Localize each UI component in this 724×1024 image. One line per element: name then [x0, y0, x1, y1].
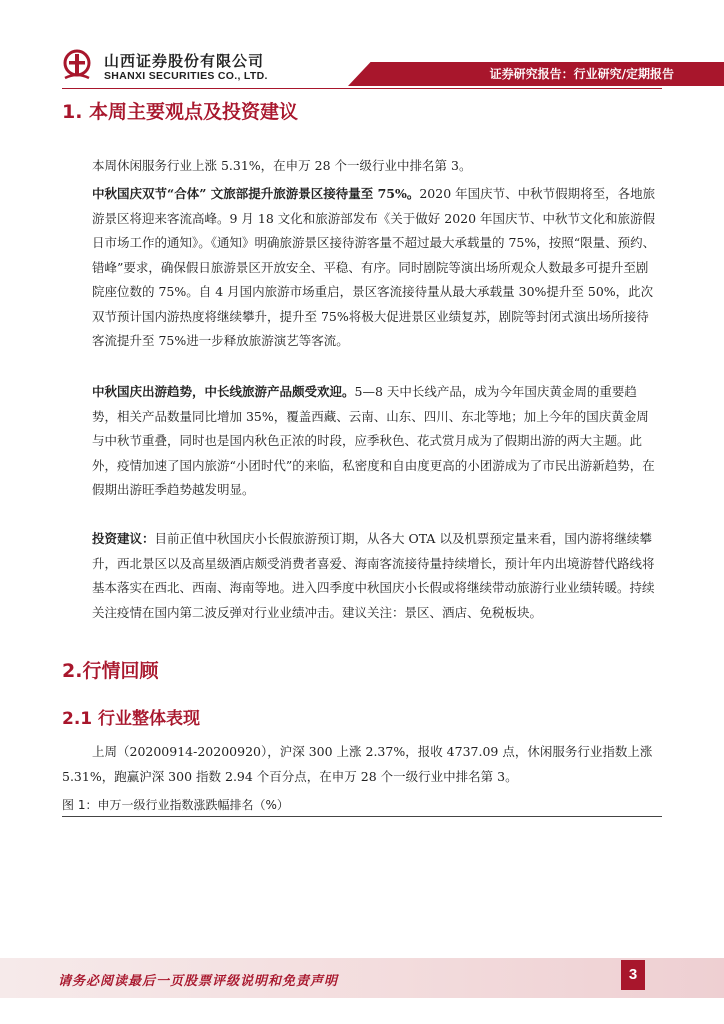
header-divider [62, 88, 662, 89]
footer-disclaimer: 请务必阅读最后一页股票评级说明和免责声明 [58, 974, 339, 989]
paragraph-holiday [92, 182, 660, 354]
paragraph-lead: 中秋国庆双节“合体” 文旅部提升旅游景区接待量至 75%。 [92, 186, 420, 201]
section-title: 2.行情回顾 [62, 660, 159, 682]
paragraph-summary [92, 154, 660, 179]
section-title: 1. 本周主要观点及投资建议 [62, 101, 299, 123]
paragraph-text: 2020 年国庆节、中秋节假期将至，各地旅游景区将迎来客流高峰。9 月 18 文化和旅游部发布《关于做好 2020 年国庆节、中秋节文化和旅游假日市场工作的通知》。《通知》明确旅游景区接待游客量不超过最大承载量的 75%，按照“限量、预约、错峰”要求，确保假日旅游景区开放安全、平稳、有序。同时剧院等演出场所观众人数最多可提升至剧院座位数的 75%。自 4 月国内旅游市场重启，景区客流接待量从最大承载量 30%提升至 50%，此次双节预计国内游热度将继续攀升，提升至 75%将极大促进景区业绩复苏，剧院等封闭式演出场所接待客流提升至 75%进一步释放旅游演艺等客流。 [92, 186, 656, 348]
paragraph-text: 目前正值中秋国庆小长假旅游预订期，从各大 OTA 以及机票预定量来看，国内游将继续攀升，西北景区以及高星级酒店颇受消费者喜爱、海南客流接待量持续增长，预计年内出境游替代路线将基本落实在西北、西南、海南等地。进入四季度中秋国庆小长假或将继续带动旅游行业业绩转暖。持续关注疫情在国内第二波反弹对行业业绩冲击。建议关注：景区、酒店、免税板块。 [92, 531, 655, 620]
paragraph-lead: 中秋国庆出游趋势，中长线旅游产品颇受欢迎。 [92, 384, 355, 399]
paragraph-text: 本周休闲服务行业上涨 5.31%，在申万 28 个一级行业中排名第 3。 [92, 158, 472, 173]
paragraph-travel-trend [92, 380, 660, 503]
paragraph-lead: 投资建议： [92, 531, 155, 546]
figure-caption: 图 1：申万一级行业指数涨跌幅排名（%） [62, 798, 289, 812]
figure-divider [62, 816, 662, 817]
paragraph-investment-advice [92, 527, 660, 625]
paragraph-text: 上周（20200914-20200920），沪深 300 上涨 2.37%，报收 4737.09 点，休闲服务行业指数上涨 5.31%，跑赢沪深 300 指数 2.94 个百分点，在申万 28 个一级行业中排名第 3。 [62, 744, 653, 784]
paragraph-text: 5—8 天中长线产品，成为今年国庆黄金周的重要趋势，相关产品数量同比增加 35%，覆盖西藏、云南、山东、四川、东北等地；加上今年的国庆黄金周与中秋节重叠，同时也是国内秋色正浓的时段，应季秋色、花式赏月成为了假期出游的两大主题。此外，疫情加速了国内旅游“小团时代”的来临，私密度和自由度更高的小团游成为了市民出游新趋势，在假期出游旺季趋势越发明显。 [92, 384, 655, 497]
report-type-label: 证券研究报告：行业研究/定期报告 [489, 67, 674, 81]
company-logo-icon [62, 48, 92, 82]
subsection-title: 2.1 行业整体表现 [62, 709, 201, 729]
company-name-en: SHANXI SECURITIES CO., LTD. [104, 70, 268, 82]
company-name-cn: 山西证券股份有限公司 [104, 52, 265, 70]
paragraph-market-review [62, 740, 660, 789]
page-number: 3 [621, 960, 645, 990]
